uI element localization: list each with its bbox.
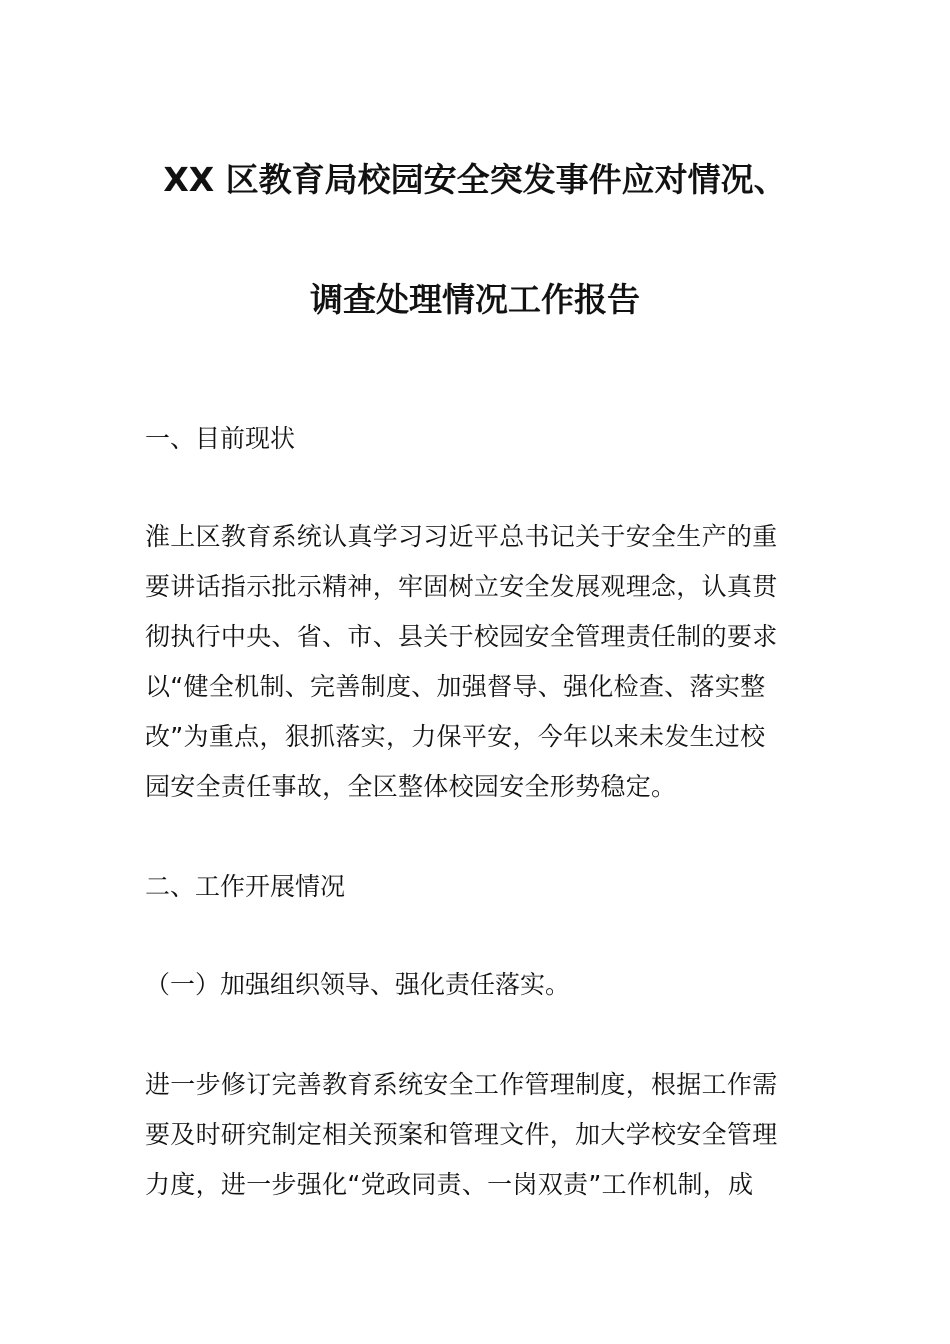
subsection-1-paragraph [145,1060,805,1210]
section-1-paragraph [145,512,805,812]
paragraph-line: 要及时研究制定相关预案和管理文件，加大学校安全管理 [145,1120,778,1149]
paragraph-line: 要讲话指示批示精神，牢固树立安全发展观理念，认真贯 [145,572,778,601]
document-title-line-1: XX 区教育局校园安全突发事件应对情况、 [163,160,787,199]
paragraph-line: 改”为重点，狠抓落实，力保平安，今年以来未发生过校 [145,722,766,751]
section-heading-current-status: 一、目前现状 [145,424,296,453]
paragraph-line: 力度，进一步强化“党政同责、一岗双责”工作机制，成 [145,1170,754,1199]
paragraph-line: 淮上区教育系统认真学习习近平总书记关于安全生产的重 [145,522,778,551]
subsection-heading-organization: （一）加强组织领导、强化责任落实。 [145,970,571,999]
paragraph-line: 进一步修订完善教育系统安全工作管理制度，根据工作需 [145,1070,778,1099]
paragraph-line: 园安全责任事故，全区整体校园安全形势稳定。 [145,772,677,801]
paragraph-line: 彻执行中央、省、市、县关于校园安全管理责任制的要求 [145,622,778,651]
section-heading-work-progress: 二、工作开展情况 [145,872,346,901]
paragraph-line: 以“健全机制、完善制度、加强督导、强化检查、落实整 [145,672,766,701]
document-title-line-2: 调查处理情况工作报告 [310,280,640,319]
